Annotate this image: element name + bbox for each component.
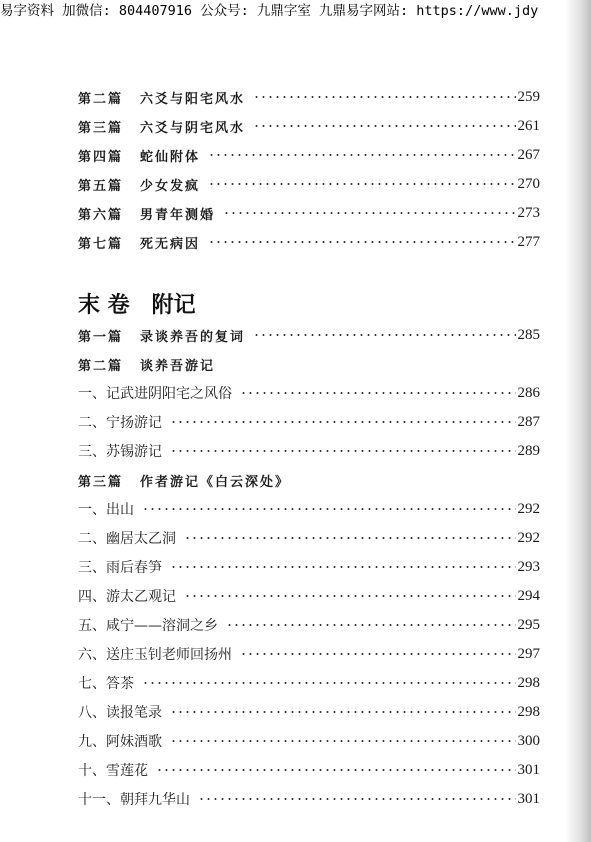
toc-entry-title: 二、宁扬游记	[78, 415, 162, 431]
toc-entry-title: 五、咸宁——溶洞之乡	[78, 618, 218, 634]
toc-section-number: 第二篇	[78, 358, 124, 374]
toc-entry	[78, 382, 540, 404]
toc-entry	[78, 440, 540, 462]
toc-section-number: 第三篇	[78, 474, 124, 490]
leader-dots	[208, 183, 515, 185]
toc-entry	[78, 527, 540, 549]
toc-page-number: 301	[517, 761, 540, 778]
page-header-watermark: 易字资料 加微信: 804407916 公众号: 九鼎字室 九鼎易字网站: https://www.jdy	[0, 3, 539, 19]
toc-page-number: 293	[517, 558, 540, 575]
toc-entry-title: 少女发疯	[140, 178, 201, 194]
leader-dots	[170, 711, 516, 713]
toc-entry	[78, 498, 540, 520]
toc-entry	[78, 701, 540, 723]
toc-entry-title: 六爻与阳宅风水	[140, 91, 246, 107]
leader-dots	[253, 96, 515, 98]
section-title	[78, 288, 196, 318]
toc-entry-title: 七、答茶	[78, 676, 134, 692]
toc-entry-title: 蛇仙附体	[140, 149, 201, 165]
toc-section-number: 第一篇	[78, 329, 124, 345]
toc-entry-title: 十、雪莲花	[78, 763, 148, 779]
leader-dots	[223, 212, 515, 214]
toc-section-number: 第四篇	[78, 149, 124, 165]
section-title-volume: 末 卷	[78, 293, 130, 318]
toc-entry-title: 一、出山	[78, 502, 134, 518]
toc-entry	[78, 86, 540, 108]
leader-dots	[170, 740, 516, 742]
page-edge-shadow	[565, 0, 591, 842]
toc-page-number: 297	[517, 645, 540, 662]
toc-page-number: 270	[517, 175, 540, 192]
toc-subheading	[78, 469, 540, 491]
toc-page-number: 267	[517, 146, 540, 163]
toc-section-number: 第二篇	[78, 91, 124, 107]
toc-entry	[78, 411, 540, 433]
leader-dots	[208, 154, 515, 156]
toc-entry	[78, 759, 540, 781]
toc-entry	[78, 115, 540, 137]
leader-dots	[240, 392, 516, 394]
toc-page-number: 287	[517, 413, 540, 430]
toc-entry	[78, 324, 540, 346]
toc-page-number: 273	[517, 204, 540, 221]
leader-dots	[253, 334, 515, 336]
toc-page-number: 292	[517, 529, 540, 546]
toc-entry	[78, 788, 540, 810]
toc-page-number: 285	[517, 326, 540, 343]
toc-page-number: 289	[517, 442, 540, 459]
toc-entry	[78, 202, 540, 224]
toc-section-number: 第七篇	[78, 236, 124, 252]
toc-page-number: 294	[517, 587, 540, 604]
toc-entry	[78, 144, 540, 166]
leader-dots	[240, 653, 516, 655]
toc-entry	[78, 672, 540, 694]
toc-entry-title: 六、送庄玉钊老师回扬州	[78, 647, 232, 663]
toc-entry-title: 作者游记《白云深处》	[140, 474, 291, 490]
toc-entry-title: 男青年测婚	[140, 207, 216, 223]
leader-dots	[184, 595, 516, 597]
toc-page-number: 261	[517, 117, 540, 134]
toc-entry-title: 九、阿妹酒歌	[78, 734, 162, 750]
leader-dots	[226, 624, 516, 626]
toc-entry	[78, 231, 540, 253]
toc-entry-title: 死无病因	[140, 236, 201, 252]
toc-page-number: 300	[517, 732, 540, 749]
leader-dots	[198, 798, 516, 800]
toc-entry-title: 三、苏锡游记	[78, 444, 162, 460]
toc-page-number: 295	[517, 616, 540, 633]
toc-entry	[78, 173, 540, 195]
leader-dots	[142, 508, 516, 510]
toc-section-number: 第五篇	[78, 178, 124, 194]
toc-page-number: 298	[517, 674, 540, 691]
leader-dots	[170, 566, 516, 568]
toc-entry-title: 六爻与阴宅风水	[140, 120, 246, 136]
toc-section-number: 第六篇	[78, 207, 124, 223]
leader-dots	[142, 682, 516, 684]
toc-page-number: 259	[517, 88, 540, 105]
toc-entry-title: 谈养吾游记	[140, 358, 216, 374]
leader-dots	[253, 125, 515, 127]
toc-page-number: 286	[517, 384, 540, 401]
toc-entry-title: 四、游太乙观记	[78, 589, 176, 605]
leader-dots	[184, 537, 516, 539]
toc-entry	[78, 585, 540, 607]
toc-entry-title: 三、雨后春笋	[78, 560, 162, 576]
toc-entry	[78, 556, 540, 578]
toc-page-number: 298	[517, 703, 540, 720]
section-title-name: 附记	[151, 293, 196, 318]
leader-dots	[170, 421, 516, 423]
toc-entry	[78, 614, 540, 636]
leader-dots	[156, 769, 516, 771]
toc-entry	[78, 730, 540, 752]
toc-entry	[78, 643, 540, 665]
leader-dots	[208, 241, 515, 243]
leader-dots	[170, 450, 516, 452]
toc-section-number: 第三篇	[78, 120, 124, 136]
toc-page-number: 277	[517, 233, 540, 250]
toc-page-number: 301	[517, 790, 540, 807]
toc-entry-title: 录谈养吾的复词	[140, 329, 246, 345]
toc-entry-title: 一、记武进阴阳宅之风俗	[78, 386, 232, 402]
toc-entry-title: 十一、朝拜九华山	[78, 792, 190, 808]
toc-entry-title: 二、幽居太乙洞	[78, 531, 176, 547]
toc-subheading	[78, 353, 540, 375]
toc-entry-title: 八、读报笔录	[78, 705, 162, 721]
toc-page-number: 292	[517, 500, 540, 517]
